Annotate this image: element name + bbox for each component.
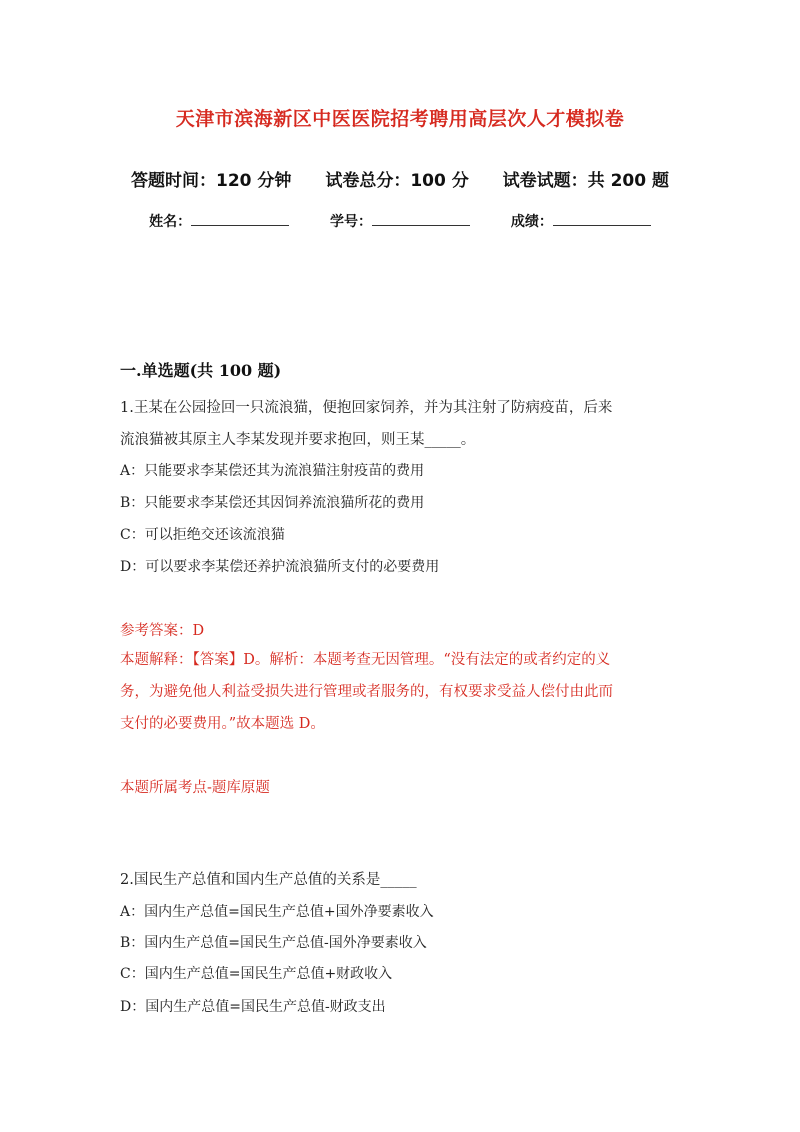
exam-meta: [0, 166, 800, 191]
score-blank: [553, 213, 651, 226]
exam-title: 天津市滨海新区中医医院招考聘用高层次人才模拟卷: [175, 108, 625, 130]
question-2-option-c: C：国内生产总值=国民生产总值+财政收入: [120, 966, 393, 982]
question-stem-line: 1.王某在公园捡回一只流浪猫，便抱回家饲养，并为其注射了防病疫苗，后来: [120, 400, 613, 416]
explanation-line: 本题解释：【答案】D。解析：本题考查无因管理。“没有法定的或者约定的义: [120, 652, 611, 668]
score-label: 成绩：: [510, 214, 553, 230]
id-label: 学号：: [330, 214, 372, 230]
section-title: 一.单选题(共 100 题): [120, 361, 282, 380]
question-2-option-d: D：国内生产总值=国民生产总值-财政支出: [120, 999, 386, 1015]
answer-time: 答题时间：120 分钟: [131, 171, 292, 191]
name-field: [149, 211, 289, 231]
id-blank: [372, 213, 470, 226]
question-1-option-d: D：可以要求李某偿还养护流浪猫所支付的必要费用: [120, 559, 440, 575]
explanation-line: 支付的必要费用。”故本题选 D。: [120, 716, 325, 732]
question-1-topic: 本题所属考点-题库原题: [120, 780, 270, 796]
name-blank: [191, 213, 289, 226]
question-1-option-b: B：只能要求李某偿还其因饲养流浪猫所花的费用: [120, 495, 425, 511]
question-1-answer: 参考答案：D: [120, 623, 205, 639]
score-field: [511, 211, 651, 231]
explanation-line: 务，为避免他人利益受损失进行管理或者服务的，有权要求受益人偿付由此而: [120, 684, 613, 700]
question-2-stem: [120, 864, 685, 896]
question-2-option-a: A：国内生产总值=国民生产总值+国外净要素收入: [120, 904, 434, 920]
question-stem-line: 流浪猫被其原主人李某发现并要求抱回，则王某_____。: [120, 432, 476, 448]
question-1-stem: [120, 392, 685, 456]
question-1-explanation: [120, 644, 695, 740]
id-field: [330, 211, 470, 231]
question-1-option-c: C：可以拒绝交还该流浪猫: [120, 527, 285, 543]
student-info: [0, 211, 800, 231]
name-label: 姓名：: [149, 214, 192, 230]
question-stem-line: 2.国民生产总值和国内生产总值的关系是_____: [120, 872, 417, 888]
total-score: 试卷总分：100 分: [325, 171, 469, 191]
question-1-option-a: A：只能要求李某偿还其为流浪猫注射疫苗的费用: [120, 463, 425, 479]
question-2-option-b: B：国内生产总值=国民生产总值-国外净要素收入: [120, 935, 427, 951]
total-questions: 试卷试题：共 200 题: [502, 171, 669, 191]
